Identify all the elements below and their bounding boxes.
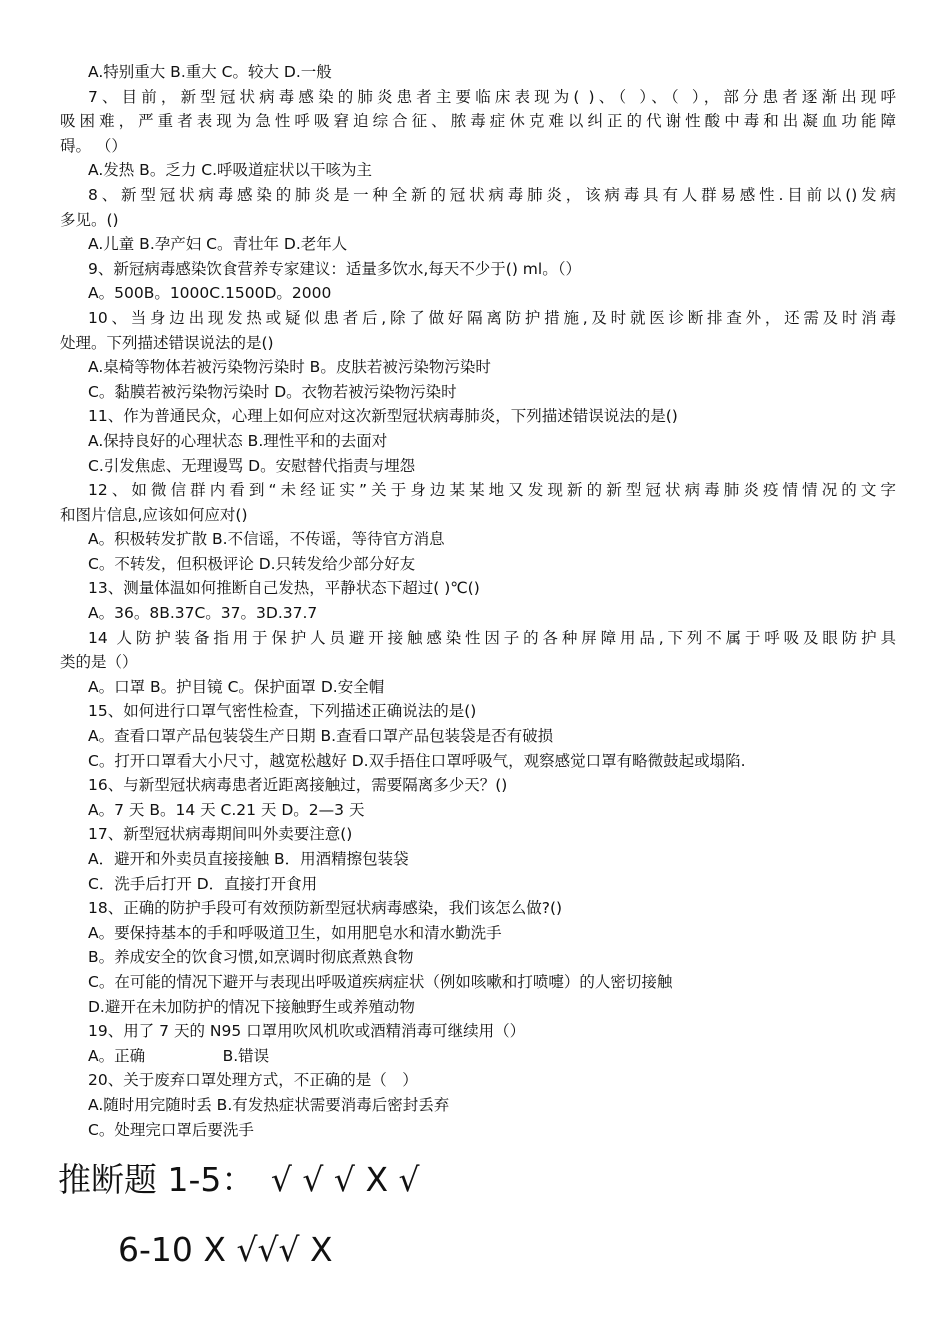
text-line: A。口罩 B。护目镜 C。保护面罩 D.安全帽: [88, 677, 385, 696]
text-line: A。要保持基本的手和呼吸道卫生，如用肥皂水和清水勤洗手: [88, 923, 502, 942]
text-line: A。查看口罩产品包装袋生产日期 B.查看口罩产品包装袋是否有破损: [88, 727, 554, 746]
text-line: A.桌椅等物体若被污染物污染时 B。皮肤若被污染物污染时: [88, 358, 491, 377]
text-line: 处理。下列描述错误说法的是(): [60, 333, 274, 352]
text-line: A。7 天 B。14 天 C.21 天 D。2—3 天: [88, 800, 365, 819]
text-line: 15、如何进行口罩气密性检查，下列描述正确说法的是(): [88, 702, 477, 721]
text-line: 和图片信息,应该如何应对(): [60, 505, 248, 524]
text-line: C。打开口罩看大小尺寸，越宽松越好 D.双手捂住口罩呼吸气，观察感觉口罩有略微鼓起或塌陷.: [88, 751, 746, 770]
text-line: A。积极转发扩散 B.不信谣，不传谣，等待官方消息: [88, 530, 445, 549]
text-line: 10、当身边出现发热或疑似患者后,除了做好隔离防护措施,及时就医诊断排查外，还需及时消毒: [88, 308, 896, 327]
text-line: A。36。8B.37C。37。3D.37.7: [88, 604, 318, 623]
text-line: A.发热 B。乏力 C.呼吸道症状以干咳为主: [88, 161, 372, 180]
text-line: 类的是（）: [60, 653, 138, 672]
text-line: 16、与新型冠状病毒患者近距离接触过，需要隔离多少天？(): [88, 776, 508, 795]
text-line: C。处理完口罩后要洗手: [88, 1120, 254, 1139]
text-line: C。黏膜若被污染物污染时 D。衣物若被污染物污染时: [88, 382, 457, 401]
text-line: C。不转发，但积极评论 D.只转发给少部分好友: [88, 554, 416, 573]
text-line: 20、关于废弃口罩处理方式，不正确的是（ ）: [88, 1071, 418, 1090]
text-line: C.引发焦虑、无理谩骂 D。安慰替代指责与埋怨: [88, 456, 416, 475]
text-line: 11、作为普通民众，心理上如何应对这次新型冠状病毒肺炎，下列描述错误说法的是(): [88, 407, 678, 426]
text-line: B。养成安全的饮食习惯,如烹调时彻底煮熟食物: [88, 948, 414, 967]
text-line: A.特别重大 B.重大 C。较大 D.一般: [88, 63, 332, 81]
text-line: 14 人防护装备指用于保护人员避开接触感染性因子的各种屏障用品,下列不属于呼吸及眼防护具: [88, 628, 896, 647]
text-line: A．避开和外卖员直接接触 B．用酒精擦包装袋: [88, 850, 409, 868]
text-line: 8、新型冠状病毒感染的肺炎是一种全新的冠状病毒肺炎，该病毒具有人群易感性.目前以()发病: [88, 185, 896, 204]
text-line: 12、如微信群内看到“未经证实”关于身边某某地又发现新的新型冠状病毒肺炎疫情情况的文字: [88, 481, 896, 500]
text-line: A。500B。1000C.1500D。2000: [88, 284, 332, 303]
answer-key-line-2: 6-10 X √√√ X: [118, 1230, 333, 1269]
text-line: 碍。 （）: [60, 136, 127, 155]
text-line: C．洗手后打开 D．直接打开食用: [88, 874, 318, 893]
question-list: [60, 60, 896, 1142]
text-line: A.儿童 B.孕产妇 C。青壮年 D.老年人: [88, 235, 348, 254]
text-line: 多见。(): [60, 210, 119, 229]
answer-key-line-1: 推断题 1-5： √ √ √ X √: [58, 1160, 420, 1199]
text-line: A。正确 B.错误: [88, 1046, 270, 1065]
text-line: 19、用了 7 天的 N95 口罩用吹风机吹或酒精消毒可继续用（）: [88, 1022, 526, 1041]
text-line: D.避开在未加防护的情况下接触野生或养殖动物: [88, 997, 415, 1016]
text-line: 13、测量体温如何推断自己发热，平静状态下超过( )℃(): [88, 579, 480, 598]
text-line: A.保持良好的心理状态 B.理性平和的去面对: [88, 431, 388, 450]
text-line: A.随时用完随时丢 B.有发热症状需要消毒后密封丢弃: [88, 1095, 450, 1114]
text-line: 17、新型冠状病毒期间叫外卖要注意(): [88, 825, 353, 844]
text-line: 18、正确的防护手段可有效预防新型冠状病毒感染，我们该怎么做?(): [88, 899, 563, 918]
text-line: 7、目前，新型冠状病毒感染的肺炎患者主要临床表现为( )、（ ）、（ ），部分患者逐渐出现呼: [88, 87, 896, 106]
text-line: 9、新冠病毒感染饮食营养专家建议：适量多饮水,每天不少于() ml。（）: [88, 259, 581, 278]
text-line: C。在可能的情况下避开与表现出呼吸道疾病症状（例如咳嗽和打喷嚏）的人密切接触: [88, 972, 673, 991]
text-line: 吸困难，严重者表现为急性呼吸窘迫综合征、脓毒症休克难以纠正的代谢性酸中毒和出凝血功能障: [60, 112, 896, 131]
